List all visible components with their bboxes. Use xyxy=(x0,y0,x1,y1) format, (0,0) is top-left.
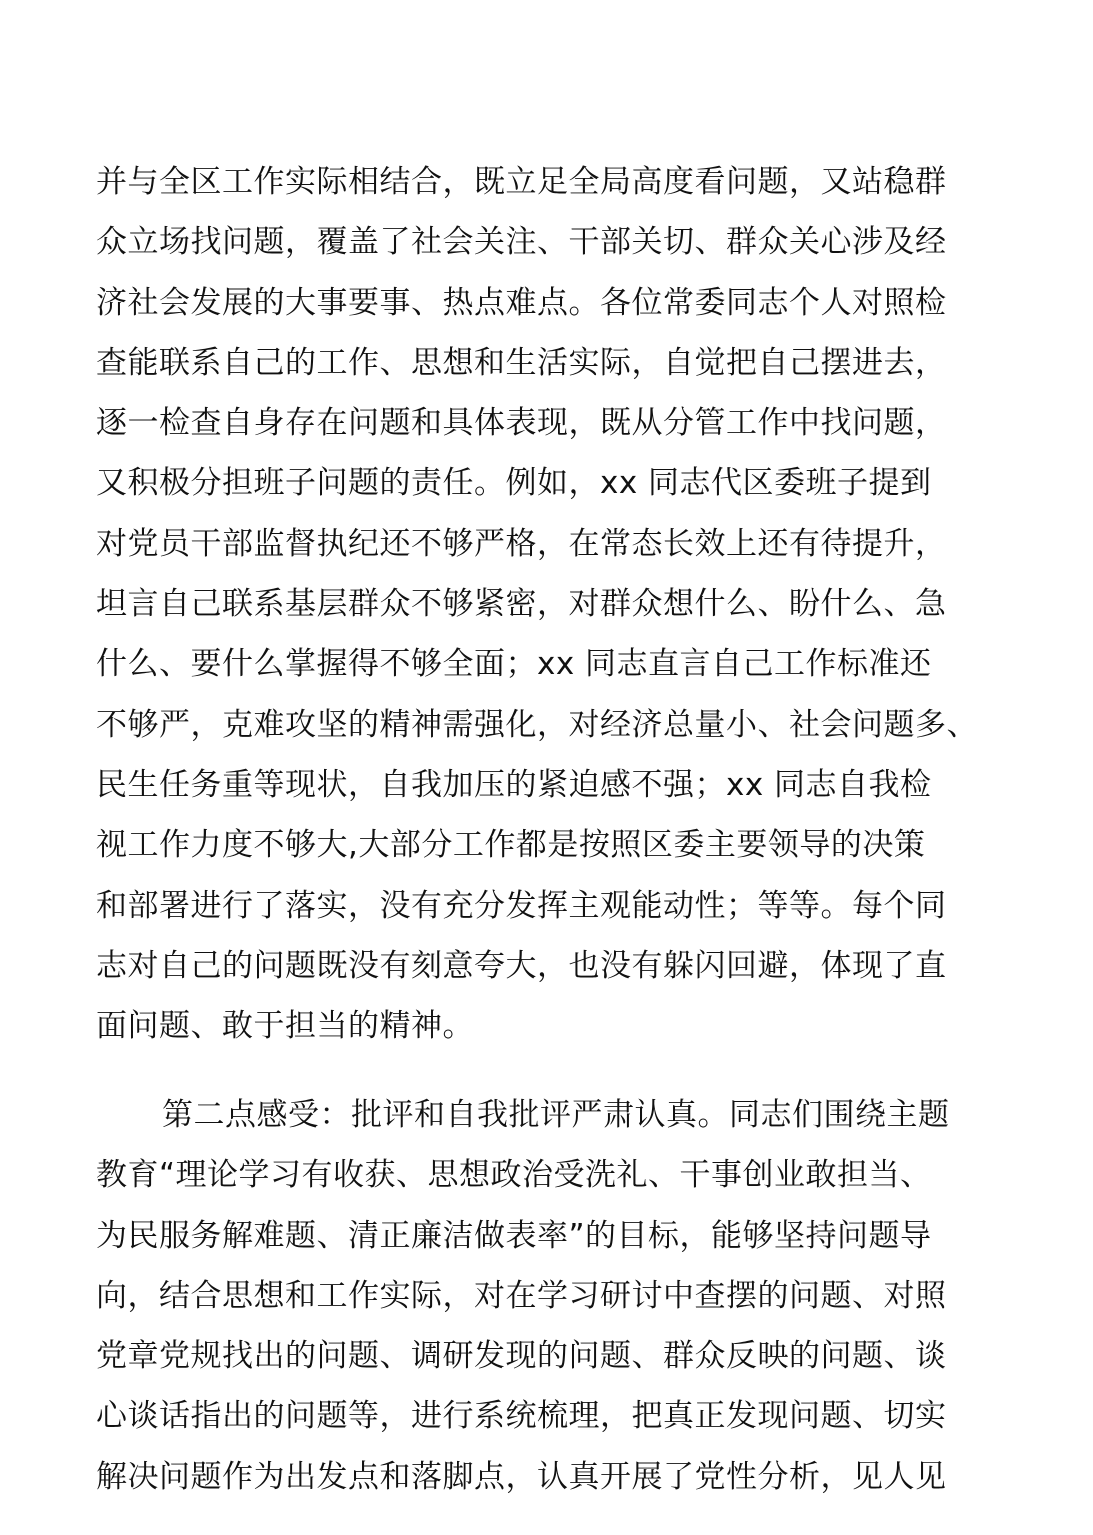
text-line: 心谈话指出的问题等，进行系统梳理，把真正发现问题、切实 xyxy=(96,1398,947,1435)
text-line: 坦言自己联系基层群众不够紧密，对群众想什么、盼什么、急 xyxy=(96,586,947,623)
paragraph-2 xyxy=(96,1085,1001,1507)
text-line: 党章党规找出的问题、调研发现的问题、群众反映的问题、谈 xyxy=(96,1338,947,1375)
text-line: 济社会发展的大事要事、热点难点。各位常委同志个人对照检 xyxy=(96,284,947,321)
text-line: 向，结合思想和工作实际，对在学习研讨中查摆的问题、对照 xyxy=(96,1277,947,1314)
text-line: 众立场找问题，覆盖了社会关注、干部关切、群众关心涉及经 xyxy=(96,224,947,261)
text-line: 第二点感受：批评和自我批评严肃认真。同志们围绕主题 xyxy=(162,1097,950,1133)
text-line: 并与全区工作实际相结合，既立足全局高度看问题，又站稳群 xyxy=(96,164,947,200)
text-line: 民生任务重等现状，自我加压的紧迫感不强；xx 同志自我检 xyxy=(96,766,932,803)
text-line: 什么、要什么掌握得不够全面；xx 同志直言自己工作标准还 xyxy=(96,646,932,683)
text-line: 解决问题作为出发点和落脚点，认真开展了党性分析，见人见 xyxy=(96,1458,947,1495)
text-line: 逐一检查自身存在问题和具体表现，既从分管工作中找问题， xyxy=(96,405,947,442)
text-line: 和部署进行了落实，没有充分发挥主观能动性；等等。每个同 xyxy=(96,887,947,924)
text-line: 视工作力度不够大,大部分工作都是按照区委主要领导的决策 xyxy=(96,827,926,864)
text-line: 为民服务解难题、清正廉洁做表率”的目标，能够坚持问题导 xyxy=(96,1217,932,1254)
text-line: 教育“理论学习有收获、思想政治受洗礼、干事创业敢担当、 xyxy=(96,1157,932,1194)
text-line: 又积极分担班子问题的责任。例如，xx 同志代区委班子提到 xyxy=(96,465,932,502)
text-line: 对党员干部监督执纪还不够严格，在常态长效上还有待提升， xyxy=(96,525,947,562)
paragraph-1 xyxy=(96,152,1001,1056)
text-line: 志对自己的问题既没有刻意夸大，也没有躲闪回避，体现了直 xyxy=(96,947,947,984)
text-line: 查能联系自己的工作、思想和生活实际，自觉把自己摆进去， xyxy=(96,344,947,381)
text-line: 不够严，克难攻坚的精神需强化，对经济总量小、社会问题多、 xyxy=(96,706,978,743)
text-line: 面问题、敢于担当的精神。 xyxy=(96,1008,474,1045)
